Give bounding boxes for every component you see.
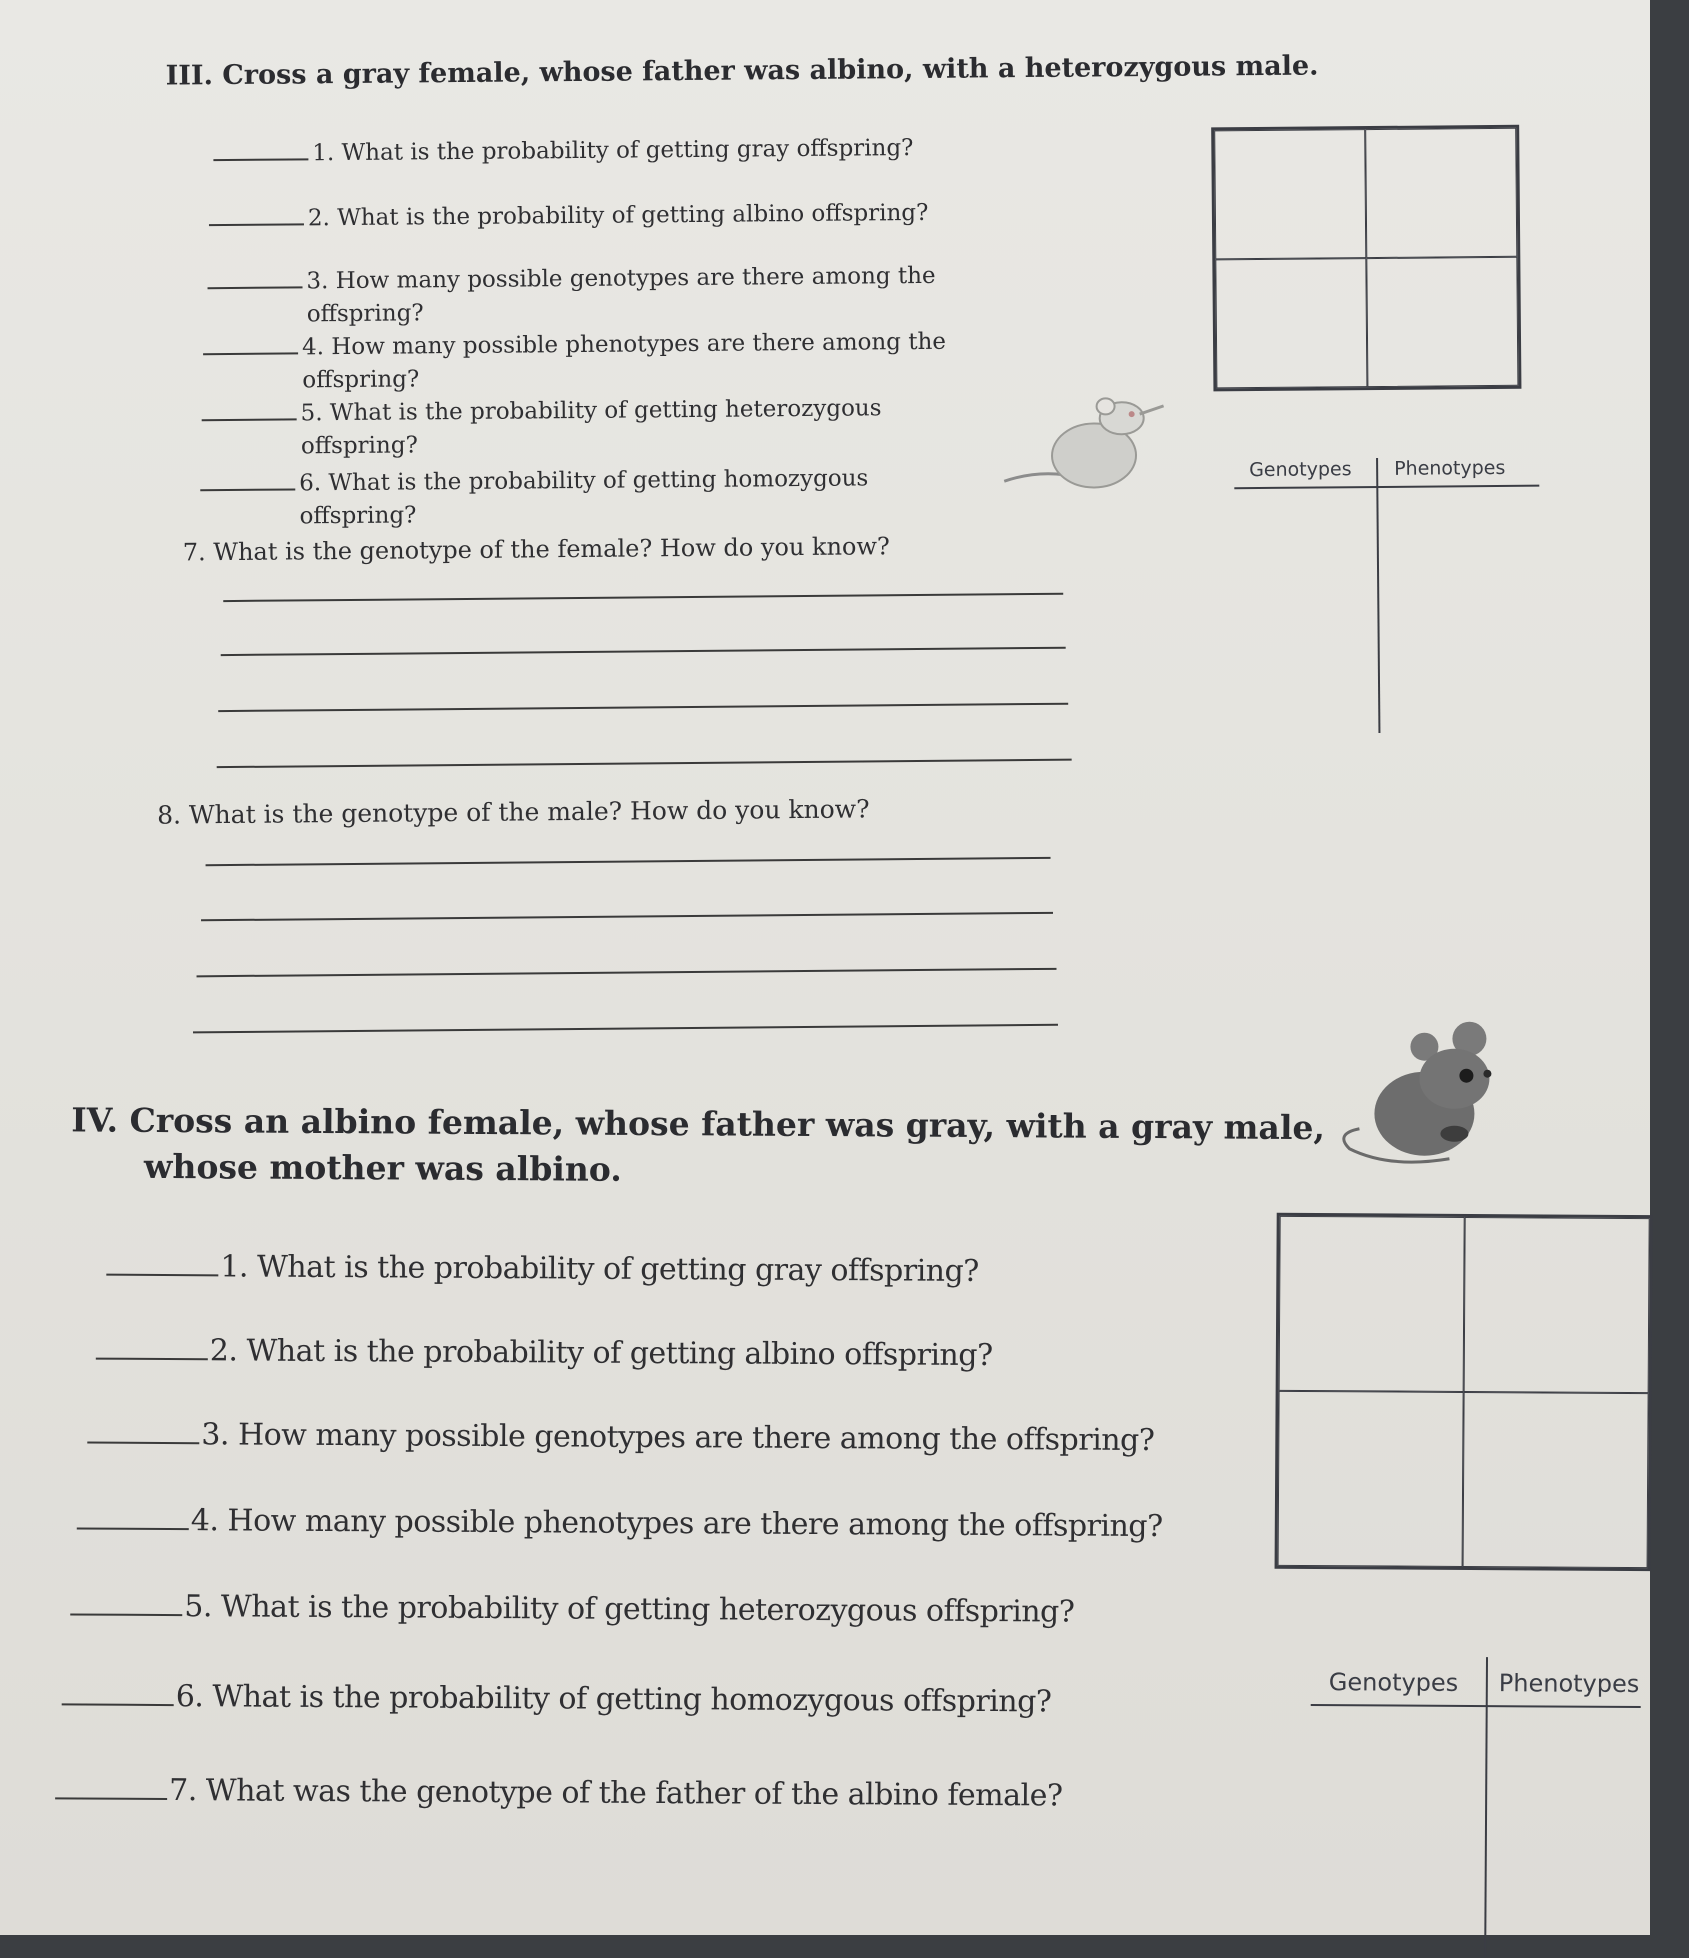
answer-blank[interactable] [207, 278, 302, 289]
section-4 [0, 1000, 1650, 1945]
answer-line[interactable] [201, 912, 1053, 921]
punnett-square-3 [1211, 125, 1521, 392]
punnett-cell[interactable] [1464, 1217, 1650, 1393]
s3-question-6: 6. What is the probability of getting homozygous offspring? [200, 462, 869, 534]
answer-line[interactable] [221, 647, 1066, 656]
s3-question-1: 1. What is the probability of getting gray offspring? [213, 132, 913, 171]
punnett-cell[interactable] [1279, 1216, 1465, 1392]
s3-question-2: 2. What is the probability of getting albino offspring? [209, 197, 929, 236]
punnett-cell[interactable] [1365, 128, 1517, 258]
table-header-rule [1311, 1704, 1641, 1708]
answer-blank[interactable] [87, 1436, 199, 1445]
answer-blank[interactable] [203, 344, 298, 355]
phenotypes-header: Phenotypes [1394, 456, 1506, 480]
punnett-cell[interactable] [1278, 1391, 1464, 1567]
answer-blank[interactable] [106, 1268, 218, 1277]
s3-question-4: 4. How many possible phenotypes are there among the offspring? [203, 326, 946, 398]
gray-mouse-icon [1329, 1019, 1529, 1179]
answer-blank[interactable] [213, 150, 308, 161]
answer-blank[interactable] [70, 1607, 182, 1616]
answer-line[interactable] [206, 857, 1051, 866]
s4-question-4: 4. How many possible phenotypes are there among the offspring? [77, 1500, 1163, 1547]
answer-blank[interactable] [200, 480, 295, 491]
s4-question-5: 5. What is the probability of getting heterozygous offspring? [70, 1586, 1074, 1632]
punnett-cell[interactable] [1214, 129, 1366, 259]
s4-question-6: 6. What is the probability of getting homozygous offspring? [62, 1676, 1052, 1722]
section-3-title: III. Cross a gray female, whose father was albino, with a heterozygous male. [165, 50, 1319, 92]
answer-line[interactable] [217, 759, 1072, 768]
punnett-cell[interactable] [1366, 257, 1518, 387]
s4-question-2: 2. What is the probability of getting albino offspring? [96, 1331, 993, 1376]
section-4-title-line-2: whose mother was albino. [143, 1146, 622, 1189]
table-header-rule [1234, 485, 1539, 490]
s4-question-3: 3. How many possible genotypes are there among the offspring? [87, 1415, 1154, 1462]
albino-mouse-icon [993, 370, 1174, 492]
genotypes-header: Genotypes [1249, 458, 1352, 482]
answer-line[interactable] [197, 968, 1057, 978]
table-column-divider [1484, 1657, 1488, 1957]
genotypes-header: Genotypes [1328, 1668, 1459, 1697]
s3-question-3: 3. How many possible genotypes are there among the offspring? [207, 260, 936, 332]
answer-line[interactable] [223, 593, 1063, 602]
s3-question-8: 8. What is the genotype of the male? How do you know? [156, 794, 870, 830]
table-column-divider [1376, 458, 1380, 733]
answer-blank[interactable] [202, 410, 297, 421]
answer-blank[interactable] [209, 215, 304, 226]
punnett-cell[interactable] [1463, 1392, 1649, 1568]
section-4-title-line-1: IV. Cross an albino female, whose father was gray, with a gray male, [71, 1100, 1326, 1148]
punnett-cell[interactable] [1215, 258, 1367, 388]
answer-line[interactable] [218, 703, 1068, 712]
s4-question-1: 1. What is the probability of getting gray offspring? [106, 1247, 979, 1292]
phenotypes-header: Phenotypes [1498, 1669, 1640, 1699]
answer-blank[interactable] [62, 1697, 174, 1706]
answer-blank[interactable] [77, 1521, 189, 1530]
genotype-phenotype-table-4 [1309, 1668, 1641, 1950]
genotype-phenotype-table-3 [1234, 457, 1546, 740]
punnett-square-4 [1275, 1213, 1653, 1571]
s3-question-5: 5. What is the probability of getting heterozygous offspring? [201, 392, 881, 464]
s4-question-7: 7. What was the genotype of the father of the albino female? [55, 1770, 1063, 1816]
answer-blank[interactable] [96, 1352, 208, 1361]
s3-question-7: 7. What is the genotype of the female? How do you know? [182, 532, 890, 567]
answer-blank[interactable] [55, 1791, 167, 1800]
